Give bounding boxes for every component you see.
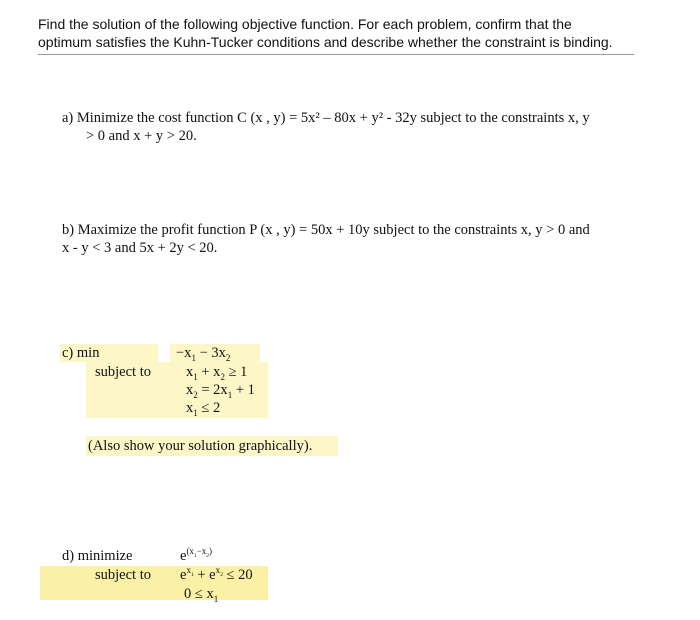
- part-b-line-2: x - y < 3 and 5x + 2y < 20.: [62, 240, 218, 256]
- part-c-constraint-1: $x_1 + x_2 \ge 1$: [186, 364, 248, 382]
- part-c-label: c) min: [62, 345, 100, 361]
- part-d-constraint-1: $e^{x_1} + e^{x_2} \le 20$: [180, 565, 253, 583]
- part-a-line-1: a) Minimize the cost function C (x , y) = 5x² – 80x + y² - 32y subject to the constraints x, y: [62, 110, 590, 126]
- intro-line-2: optimum satisfies the Kuhn-Tucker conditions and describe whether the constraint is binding.: [38, 34, 613, 50]
- part-c-constraint-3: $x_1 \le 2$: [186, 400, 221, 418]
- part-a-line-2: > 0 and x + y > 20.: [86, 128, 197, 144]
- divider-line: [38, 54, 634, 55]
- part-c-constraint-2: $x_2 = 2x_1 + 1$: [186, 382, 255, 400]
- part-d-label: d) minimize: [62, 548, 133, 564]
- part-c-subject-to: subject to: [95, 364, 151, 380]
- intro-line-1: Find the solution of the following objective function. For each problem, confirm that the: [38, 16, 572, 32]
- part-d-subject-to: subject to: [95, 567, 151, 583]
- part-d-objective: $e^{(x_1-x_2)}$: [180, 546, 213, 564]
- part-d-constraint-2: $0 \le x_1$: [184, 586, 219, 604]
- part-c-note: (Also show your solution graphically).: [88, 438, 313, 454]
- part-b-line-1: b) Maximize the profit function P (x , y) = 50x + 10y subject to the constraints x, y > 0 and: [62, 222, 590, 238]
- part-c-objective: $-x_1 - 3x_2$: [176, 345, 231, 363]
